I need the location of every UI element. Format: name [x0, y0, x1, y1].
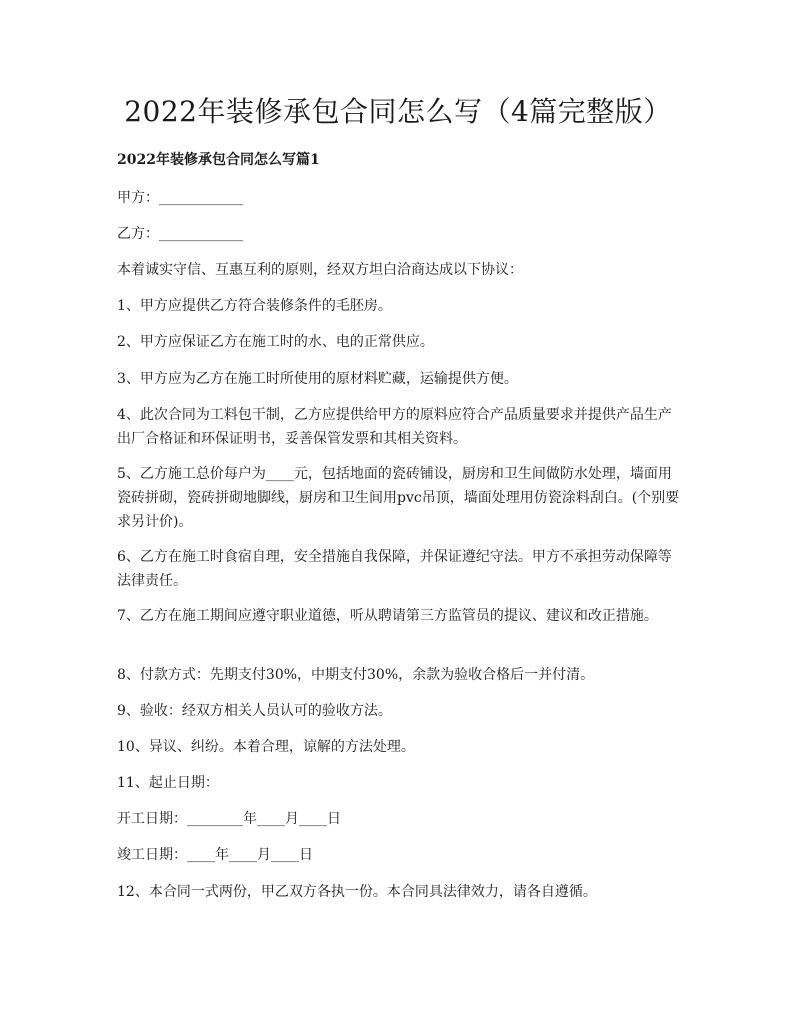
clause-8: 8、付款方式：先期支付30%，中期支付30%，余款为验收合格后一并付清。	[117, 667, 595, 683]
clause-5: 5、乙方施工总价每户为____元，包括地面的瓷砖铺设，厨房和卫生间做防水处理，墙面用瓷砖拼砌，瓷砖拼砌地脚线，厨房和卫生间用pvc吊顶，墙面处理用仿瓷涂料刮白。(个别要求另计价)。	[117, 466, 680, 530]
clause-2: 2、甲方应保证乙方在施工时的水、电的正常供应。	[117, 334, 434, 350]
clause-1: 1、甲方应提供乙方符合装修条件的毛胚房。	[117, 298, 392, 314]
party-a-line: 甲方：____________	[117, 190, 243, 206]
section-title: 2022年装修承包合同怎么写篇1	[117, 152, 320, 168]
clause-4: 4、此次合同为工料包干制，乙方应提供给甲方的原料应符合产品质量要求并提供产品生产出厂合格证和环保证明书，妥善保管发票和其相关资料。	[117, 407, 672, 447]
start-date-line: 开工日期：________年____月____日	[117, 811, 341, 827]
document-title: 2022年装修承包合同怎么写（4篇完整版）	[124, 95, 672, 128]
clause-6: 6、乙方在施工时食宿自理，安全措施自我保障，并保证遵纪守法。甲方不承担劳动保障等法律责任。	[117, 549, 672, 589]
preamble-paragraph: 本着诚实守信、互惠互利的原则，经双方坦白洽商达成以下协议：	[117, 262, 523, 278]
completion-date-line: 竣工日期：____年____月____日	[117, 847, 313, 863]
clause-3: 3、甲方应为乙方在施工时所使用的原材料贮藏，运输提供方便。	[117, 371, 518, 387]
party-b-line: 乙方：____________	[117, 226, 243, 242]
clause-7: 7、乙方在施工期间应遵守职业道德，听从聘请第三方监管员的提议、建议和改正措施。	[117, 608, 658, 624]
clause-9: 9、验收：经双方相关人员认可的验收方法。	[117, 703, 392, 719]
clause-11: 11、起止日期：	[117, 775, 219, 791]
clause-10: 10、异议、纠纷。本着合理，谅解的方法处理。	[117, 739, 415, 755]
clause-12: 12、本合同一式两份，甲乙双方各执一份。本合同具法律效力，请各自遵循。	[117, 884, 597, 900]
